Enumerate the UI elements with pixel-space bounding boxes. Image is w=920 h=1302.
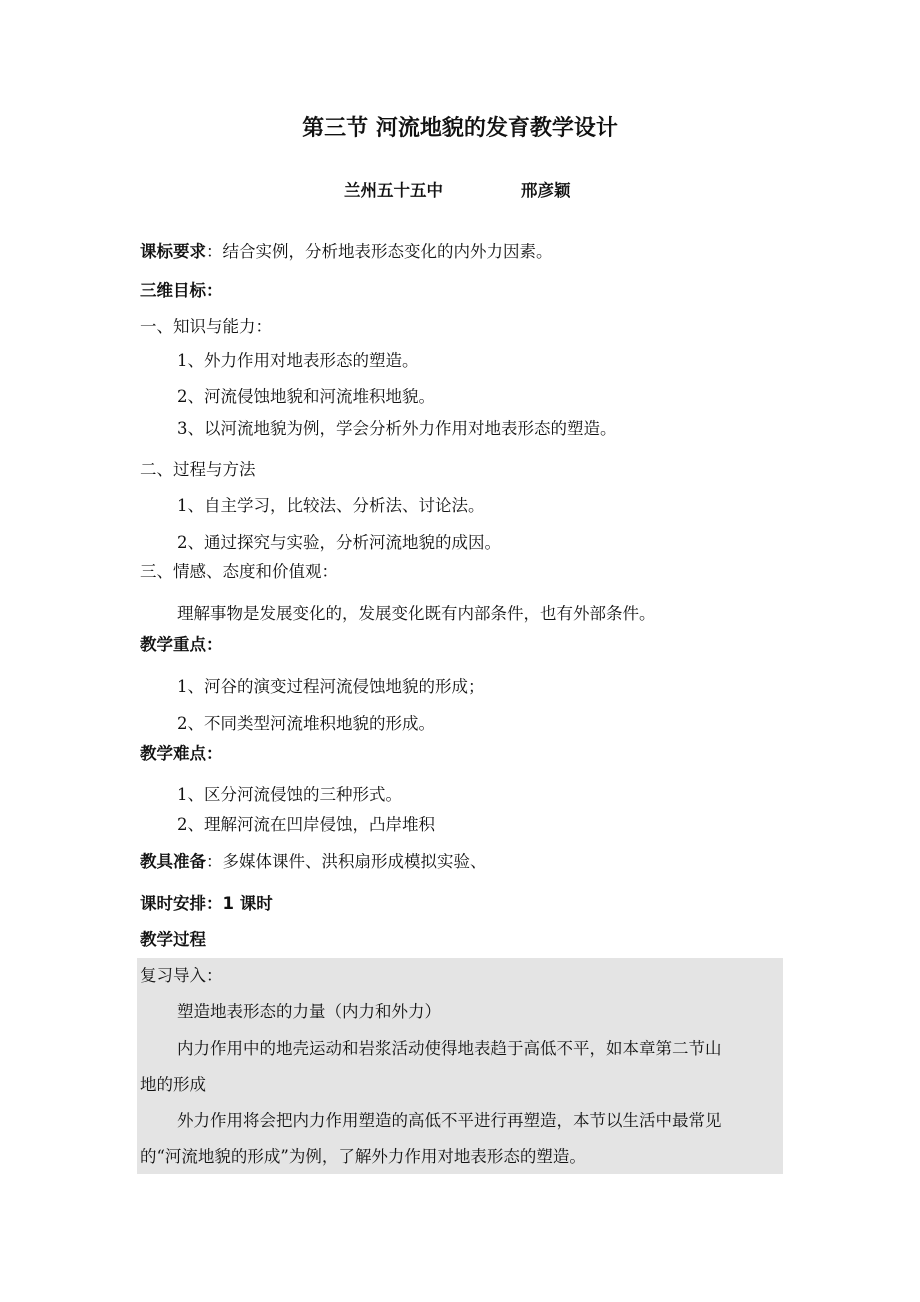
page-title: 第三节 河流地貌的发育教学设计 bbox=[302, 116, 618, 141]
goals-heading: 三维目标： bbox=[140, 281, 223, 300]
difficulty-item: 1、区分河流侵蚀的三种形式。 bbox=[177, 785, 402, 804]
key-points-heading: 教学重点： bbox=[140, 635, 223, 654]
tools-line bbox=[140, 854, 487, 871]
author-school: 兰州五十五中 bbox=[344, 181, 443, 200]
knowledge-item: 2、河流侵蚀地貌和河流堆积地貌。 bbox=[177, 387, 435, 406]
review-line: 内力作用中的地壳运动和岩浆活动使得地表趋于高低不平，如本章第二节山 bbox=[177, 1039, 722, 1058]
schedule-line: 课时安排：1 课时 bbox=[140, 894, 273, 913]
tools-text: ：多媒体课件、洪积扇形成模拟实验、 bbox=[206, 852, 487, 871]
review-line: 外力作用将会把内力作用塑造的高低不平进行再塑造，本节以生活中最常见 bbox=[177, 1111, 722, 1130]
review-line: 的“河流地貌的形成”为例，了解外力作用对地表形态的塑造。 bbox=[140, 1147, 586, 1166]
process-section-heading: 教学过程 bbox=[140, 930, 206, 949]
review-line: 塑造地表形态的力量（内力和外力） bbox=[177, 1002, 441, 1021]
knowledge-item: 1、外力作用对地表形态的塑造。 bbox=[177, 351, 419, 370]
difficulties-heading: 教学难点： bbox=[140, 744, 223, 763]
standard-label: 课标要求 bbox=[140, 242, 206, 261]
key-point-item: 1、河谷的演变过程河流侵蚀地貌的形成； bbox=[177, 677, 485, 696]
knowledge-item: 3、以河流地貌为例，学会分析外力作用对地表形态的塑造。 bbox=[177, 419, 617, 438]
key-point-item: 2、不同类型河流堆积地貌的形成。 bbox=[177, 714, 435, 733]
difficulty-item: 2、理解河流在凹岸侵蚀，凸岸堆积 bbox=[177, 815, 435, 834]
standard-line bbox=[140, 244, 553, 261]
emotion-text: 理解事物是发展变化的，发展变化既有内部条件，也有外部条件。 bbox=[177, 604, 656, 623]
standard-text: ：结合实例，分析地表形态变化的内外力因素。 bbox=[206, 242, 553, 261]
knowledge-heading: 一、知识与能力： bbox=[140, 317, 272, 336]
author-name: 邢彦颖 bbox=[521, 181, 571, 200]
review-heading: 复习导入： bbox=[140, 966, 223, 985]
process-heading: 二、过程与方法 bbox=[140, 460, 256, 479]
tools-label: 教具准备 bbox=[140, 852, 206, 871]
emotion-heading: 三、情感、态度和价值观： bbox=[140, 562, 338, 581]
review-box bbox=[137, 958, 783, 1174]
process-item: 2、通过探究与实验，分析河流地貌的成因。 bbox=[177, 533, 501, 552]
process-item: 1、自主学习，比较法、分析法、讨论法。 bbox=[177, 496, 485, 515]
review-line: 地的形成 bbox=[140, 1075, 206, 1094]
